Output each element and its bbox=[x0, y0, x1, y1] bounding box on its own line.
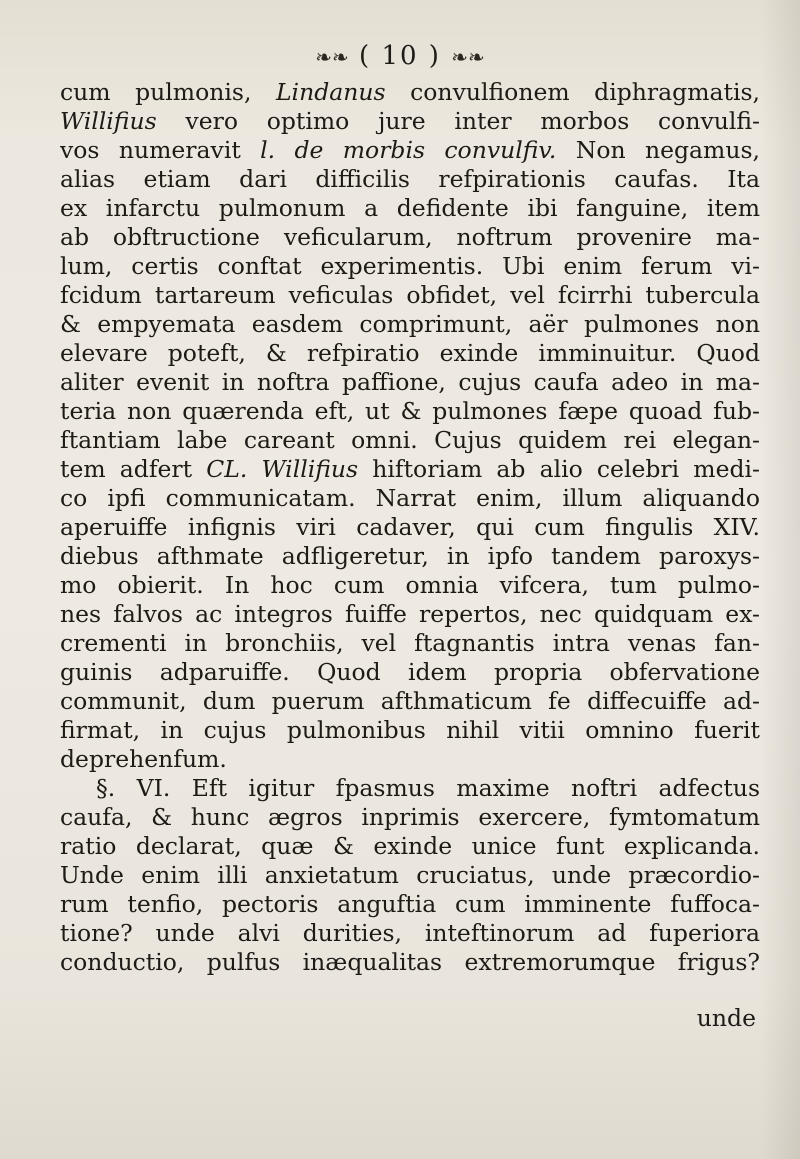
text-line bbox=[60, 252, 760, 281]
right-ornament: ❧❧ bbox=[451, 45, 485, 69]
text-line bbox=[60, 716, 760, 745]
text-run: mo obierit. In hoc cum omnia vifcera, tum pulmo- bbox=[60, 571, 760, 599]
italic-text: Willifius bbox=[60, 107, 157, 135]
text-line bbox=[60, 194, 760, 223]
text-run: teria non quærenda eft, ut & pulmones fæpe quoad fub- bbox=[60, 397, 760, 425]
left-ornament: ❧❧ bbox=[315, 45, 349, 69]
text-run: cum pulmonis, bbox=[60, 78, 276, 106]
text-run: ab obftructione veficularum, noftrum provenire ma- bbox=[60, 223, 760, 251]
page-number: ( 10 ) bbox=[359, 41, 441, 71]
catchword: unde bbox=[696, 1004, 756, 1032]
text-line bbox=[60, 426, 760, 455]
text-line bbox=[60, 455, 760, 484]
text-line bbox=[60, 368, 760, 397]
text-run: tem adfert bbox=[60, 455, 207, 483]
text-run: aperuiffe infignis viri cadaver, qui cum fingulis XIV. bbox=[60, 513, 760, 541]
text-run: deprehenfum. bbox=[60, 745, 227, 773]
text-line bbox=[60, 919, 760, 948]
text-run: tione? unde alvi durities, inteftinorum ad fuperiora bbox=[60, 919, 760, 947]
text-line bbox=[60, 948, 760, 977]
text-run: firmat, in cujus pulmonibus nihil vitii omnino fuerit bbox=[60, 716, 760, 744]
text-line bbox=[60, 687, 760, 716]
text-run: Unde enim illi anxietatum cruciatus, unde præcordio- bbox=[60, 861, 760, 889]
italic-text: Lindanus bbox=[275, 78, 386, 106]
text-line bbox=[60, 136, 760, 165]
text-run: convulfionem diphragmatis, bbox=[385, 78, 760, 106]
text-run: Non negamus, bbox=[556, 136, 760, 164]
page-header bbox=[0, 36, 800, 77]
text-run: aliter evenit in noftra paffione, cujus caufa adeo in ma- bbox=[60, 368, 760, 396]
text-run: elevare poteft, & refpiratio exinde imminuitur. Quod bbox=[60, 339, 760, 367]
text-line bbox=[60, 658, 760, 687]
text-line bbox=[60, 165, 760, 194]
text-run: caufa, & hunc ægros inprimis exercere, fymtomatum bbox=[60, 803, 760, 831]
text-run: co ipfi communicatam. Narrat enim, illum aliquando bbox=[60, 484, 760, 512]
text-run: & empyemata easdem comprimunt, aër pulmones non bbox=[60, 310, 760, 338]
text-run: diebus afthmate adfligeretur, in ipfo tandem paroxys- bbox=[60, 542, 760, 570]
text-run: conductio, pulfus inæqualitas extremorumque frigus? bbox=[60, 948, 760, 976]
text-line bbox=[60, 774, 760, 803]
text-run: vos numeravit bbox=[60, 136, 261, 164]
italic-text: CL. Willifius bbox=[206, 455, 359, 483]
text-run: rum tenfio, pectoris anguftia cum imminente fuffoca- bbox=[60, 890, 760, 918]
page-edge-shadow bbox=[760, 0, 800, 1159]
body-text bbox=[60, 78, 760, 977]
italic-text: l. de morbis convulfiv. bbox=[260, 136, 557, 164]
text-line bbox=[60, 861, 760, 890]
text-line bbox=[60, 629, 760, 658]
text-run: hiftoriam ab alio celebri medi- bbox=[358, 455, 760, 483]
text-line bbox=[60, 484, 760, 513]
text-run: communit, dum puerum afthmaticum fe diffecuiffe ad- bbox=[60, 687, 760, 715]
text-line bbox=[60, 78, 760, 107]
text-line bbox=[60, 339, 760, 368]
text-run: guinis adparuiffe. Quod idem propria obfervatione bbox=[60, 658, 760, 686]
text-line bbox=[60, 832, 760, 861]
text-run: ratio declarat, quæ & exinde unice funt explicanda. bbox=[60, 832, 760, 860]
text-line bbox=[60, 107, 760, 136]
text-line bbox=[60, 600, 760, 629]
text-line bbox=[60, 281, 760, 310]
text-line bbox=[60, 803, 760, 832]
text-run: ftantiam labe careant omni. Cujus quidem rei elegan- bbox=[60, 426, 760, 454]
text-line bbox=[60, 513, 760, 542]
text-line bbox=[60, 571, 760, 600]
text-run: alias etiam dari difficilis refpirationis caufas. Ita bbox=[60, 165, 760, 193]
text-line bbox=[60, 310, 760, 339]
text-run: ex infarctu pulmonum a defidente ibi fanguine, item bbox=[60, 194, 760, 222]
text-run: §. VI. Eft igitur fpasmus maxime noftri adfectus bbox=[96, 774, 760, 802]
text-line bbox=[60, 223, 760, 252]
text-run: lum, certis conftat experimentis. Ubi enim ferum vi- bbox=[60, 252, 760, 280]
text-line bbox=[60, 542, 760, 571]
text-line bbox=[60, 890, 760, 919]
text-run: fcidum tartareum veficulas obfidet, vel fcirrhi tubercula bbox=[60, 281, 760, 309]
text-run: crementi in bronchiis, vel ftagnantis intra venas fan- bbox=[60, 629, 760, 657]
text-line bbox=[60, 745, 760, 774]
text-run: nes falvos ac integros fuiffe repertos, nec quidquam ex- bbox=[60, 600, 760, 628]
text-run: vero optimo jure inter morbos convulfi- bbox=[156, 107, 760, 135]
text-line bbox=[60, 397, 760, 426]
